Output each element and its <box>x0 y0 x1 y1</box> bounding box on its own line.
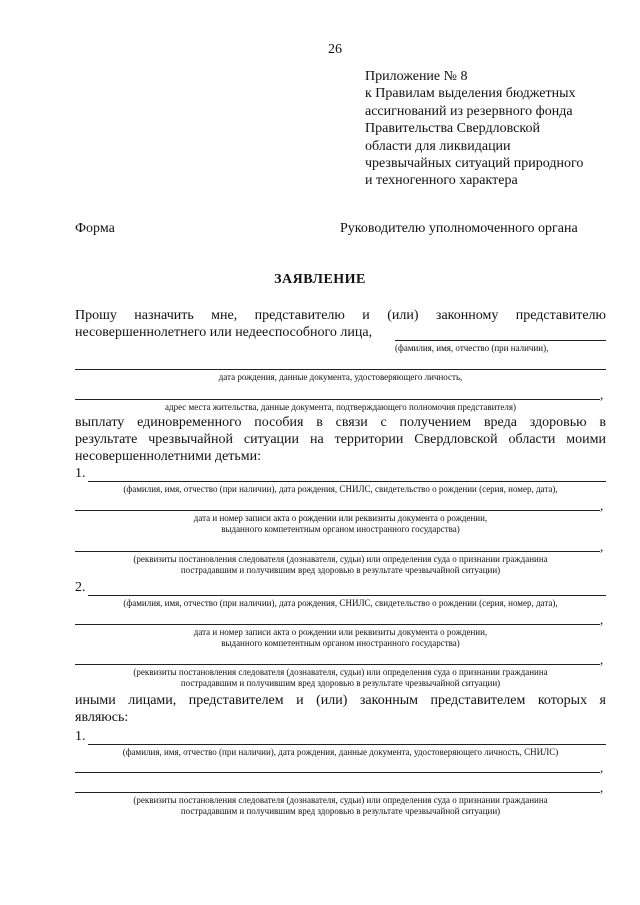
caption-person-fio: (фамилия, имя, отчество (при наличии), дата рождения, данные документа, удостоверяющего личность, СНИЛС) <box>122 747 559 757</box>
caption-child-fio: (фамилия, имя, отчество (при наличии), дата рождения, СНИЛС, свидетельство о рождении (серия, номер, дата), <box>123 598 558 608</box>
intro-line-1: Прошу назначить мне, представителю и (или) законному представителю <box>75 308 606 323</box>
caption-line: (реквизиты постановления следователя (дознавателя, судьи) или определения суда о признании гражданина <box>133 554 548 564</box>
child-2-fio-field[interactable] <box>88 595 606 596</box>
comma: , <box>600 387 604 402</box>
appendix-line: ассигнований из резервного фонда <box>365 103 573 119</box>
appendix-line: Правительства Свердловской <box>365 121 540 137</box>
caption-line: дата и номер записи акта о рождении или реквизиты документа о рождении, <box>193 627 488 637</box>
child-number: 2. <box>75 580 86 595</box>
comma: , <box>600 760 604 775</box>
caption-line: (реквизиты постановления следователя (дознавателя, судьи) или определения суда о признании гражданина <box>133 667 548 677</box>
caption-child-record <box>75 627 606 649</box>
form-label: Форма <box>75 221 115 236</box>
comma: , <box>600 612 604 627</box>
caption-line: пострадавшим и получившим вред здоровью в результате чрезвычайной ситуации) <box>180 806 501 816</box>
appendix-block <box>365 68 583 190</box>
appendix-line: Приложение № 8 <box>365 69 468 84</box>
caption-line: пострадавшим и получившим вред здоровью в результате чрезвычайной ситуации) <box>180 565 501 575</box>
paragraph-line: несовершеннолетними детьми: <box>75 449 262 464</box>
caption-applicant-address: адрес места жительства, данные документа, подтверждающего полномочия представителя) <box>165 402 516 412</box>
paragraph-line: являюсь: <box>75 710 129 725</box>
applicant-address-field[interactable] <box>75 399 600 400</box>
child-1-record-field[interactable] <box>75 510 600 511</box>
paragraph-line: иными лицами, представителем и (или) законным представителем которых я <box>75 693 606 708</box>
page-number: 26 <box>328 42 342 57</box>
caption-child-record <box>75 513 606 535</box>
paragraph-line: результате чрезвычайной ситуации на территории Свердловской области моими <box>75 432 606 447</box>
caption-child-fio: (фамилия, имя, отчество (при наличии), дата рождения, СНИЛС, свидетельство о рождении (серия, номер, дата), <box>123 484 558 494</box>
caption-applicant-fio: (фамилия, имя, отчество (при наличии), <box>395 343 549 353</box>
person-number: 1. <box>75 729 86 744</box>
comma: , <box>600 498 604 513</box>
caption-line: пострадавшим и получившим вред здоровью в результате чрезвычайной ситуации) <box>180 678 501 688</box>
comma: , <box>600 780 604 795</box>
caption-line: (реквизиты постановления следователя (дознавателя, судьи) или определения суда о признании гражданина <box>133 795 548 805</box>
child-2-decree-field[interactable] <box>75 664 600 665</box>
child-2-record-field[interactable] <box>75 624 600 625</box>
appendix-line: и техногенного характера <box>365 173 518 189</box>
appendix-line: к Правилам выделения бюджетных <box>365 86 576 102</box>
appendix-line: области для ликвидации <box>365 138 511 154</box>
comma: , <box>600 652 604 667</box>
caption-line: выданного компетентным органом иностранного государства) <box>221 638 460 648</box>
person-1-decree-field[interactable] <box>75 792 600 793</box>
applicant-birth-field[interactable] <box>75 369 606 370</box>
child-number: 1. <box>75 466 86 481</box>
caption-applicant-birth: дата рождения, данные документа, удостоверяющего личность, <box>218 372 463 382</box>
applicant-name-field[interactable] <box>395 340 606 341</box>
caption-person-decree <box>75 795 606 817</box>
caption-line: дата и номер записи акта о рождении или реквизиты документа о рождении, <box>193 513 488 523</box>
caption-line: выданного компетентным органом иностранного государства) <box>221 524 460 534</box>
caption-child-decree <box>75 554 606 576</box>
comma: , <box>600 539 604 554</box>
child-1-fio-field[interactable] <box>88 481 606 482</box>
caption-child-decree <box>75 667 606 689</box>
intro-line-2: несовершеннолетнего или недееспособного лица, <box>75 325 373 340</box>
appendix-line: чрезвычайных ситуаций природного <box>365 156 584 172</box>
person-1-extra-field[interactable] <box>75 772 600 773</box>
person-1-fio-field[interactable] <box>88 744 606 745</box>
paragraph-line: выплату единовременного пособия в связи с получением вреда здоровью в <box>75 415 606 430</box>
child-1-decree-field[interactable] <box>75 551 600 552</box>
document-title: ЗАЯВЛЕНИЕ <box>274 272 366 287</box>
addressee: Руководителю уполномоченного органа <box>340 221 578 236</box>
